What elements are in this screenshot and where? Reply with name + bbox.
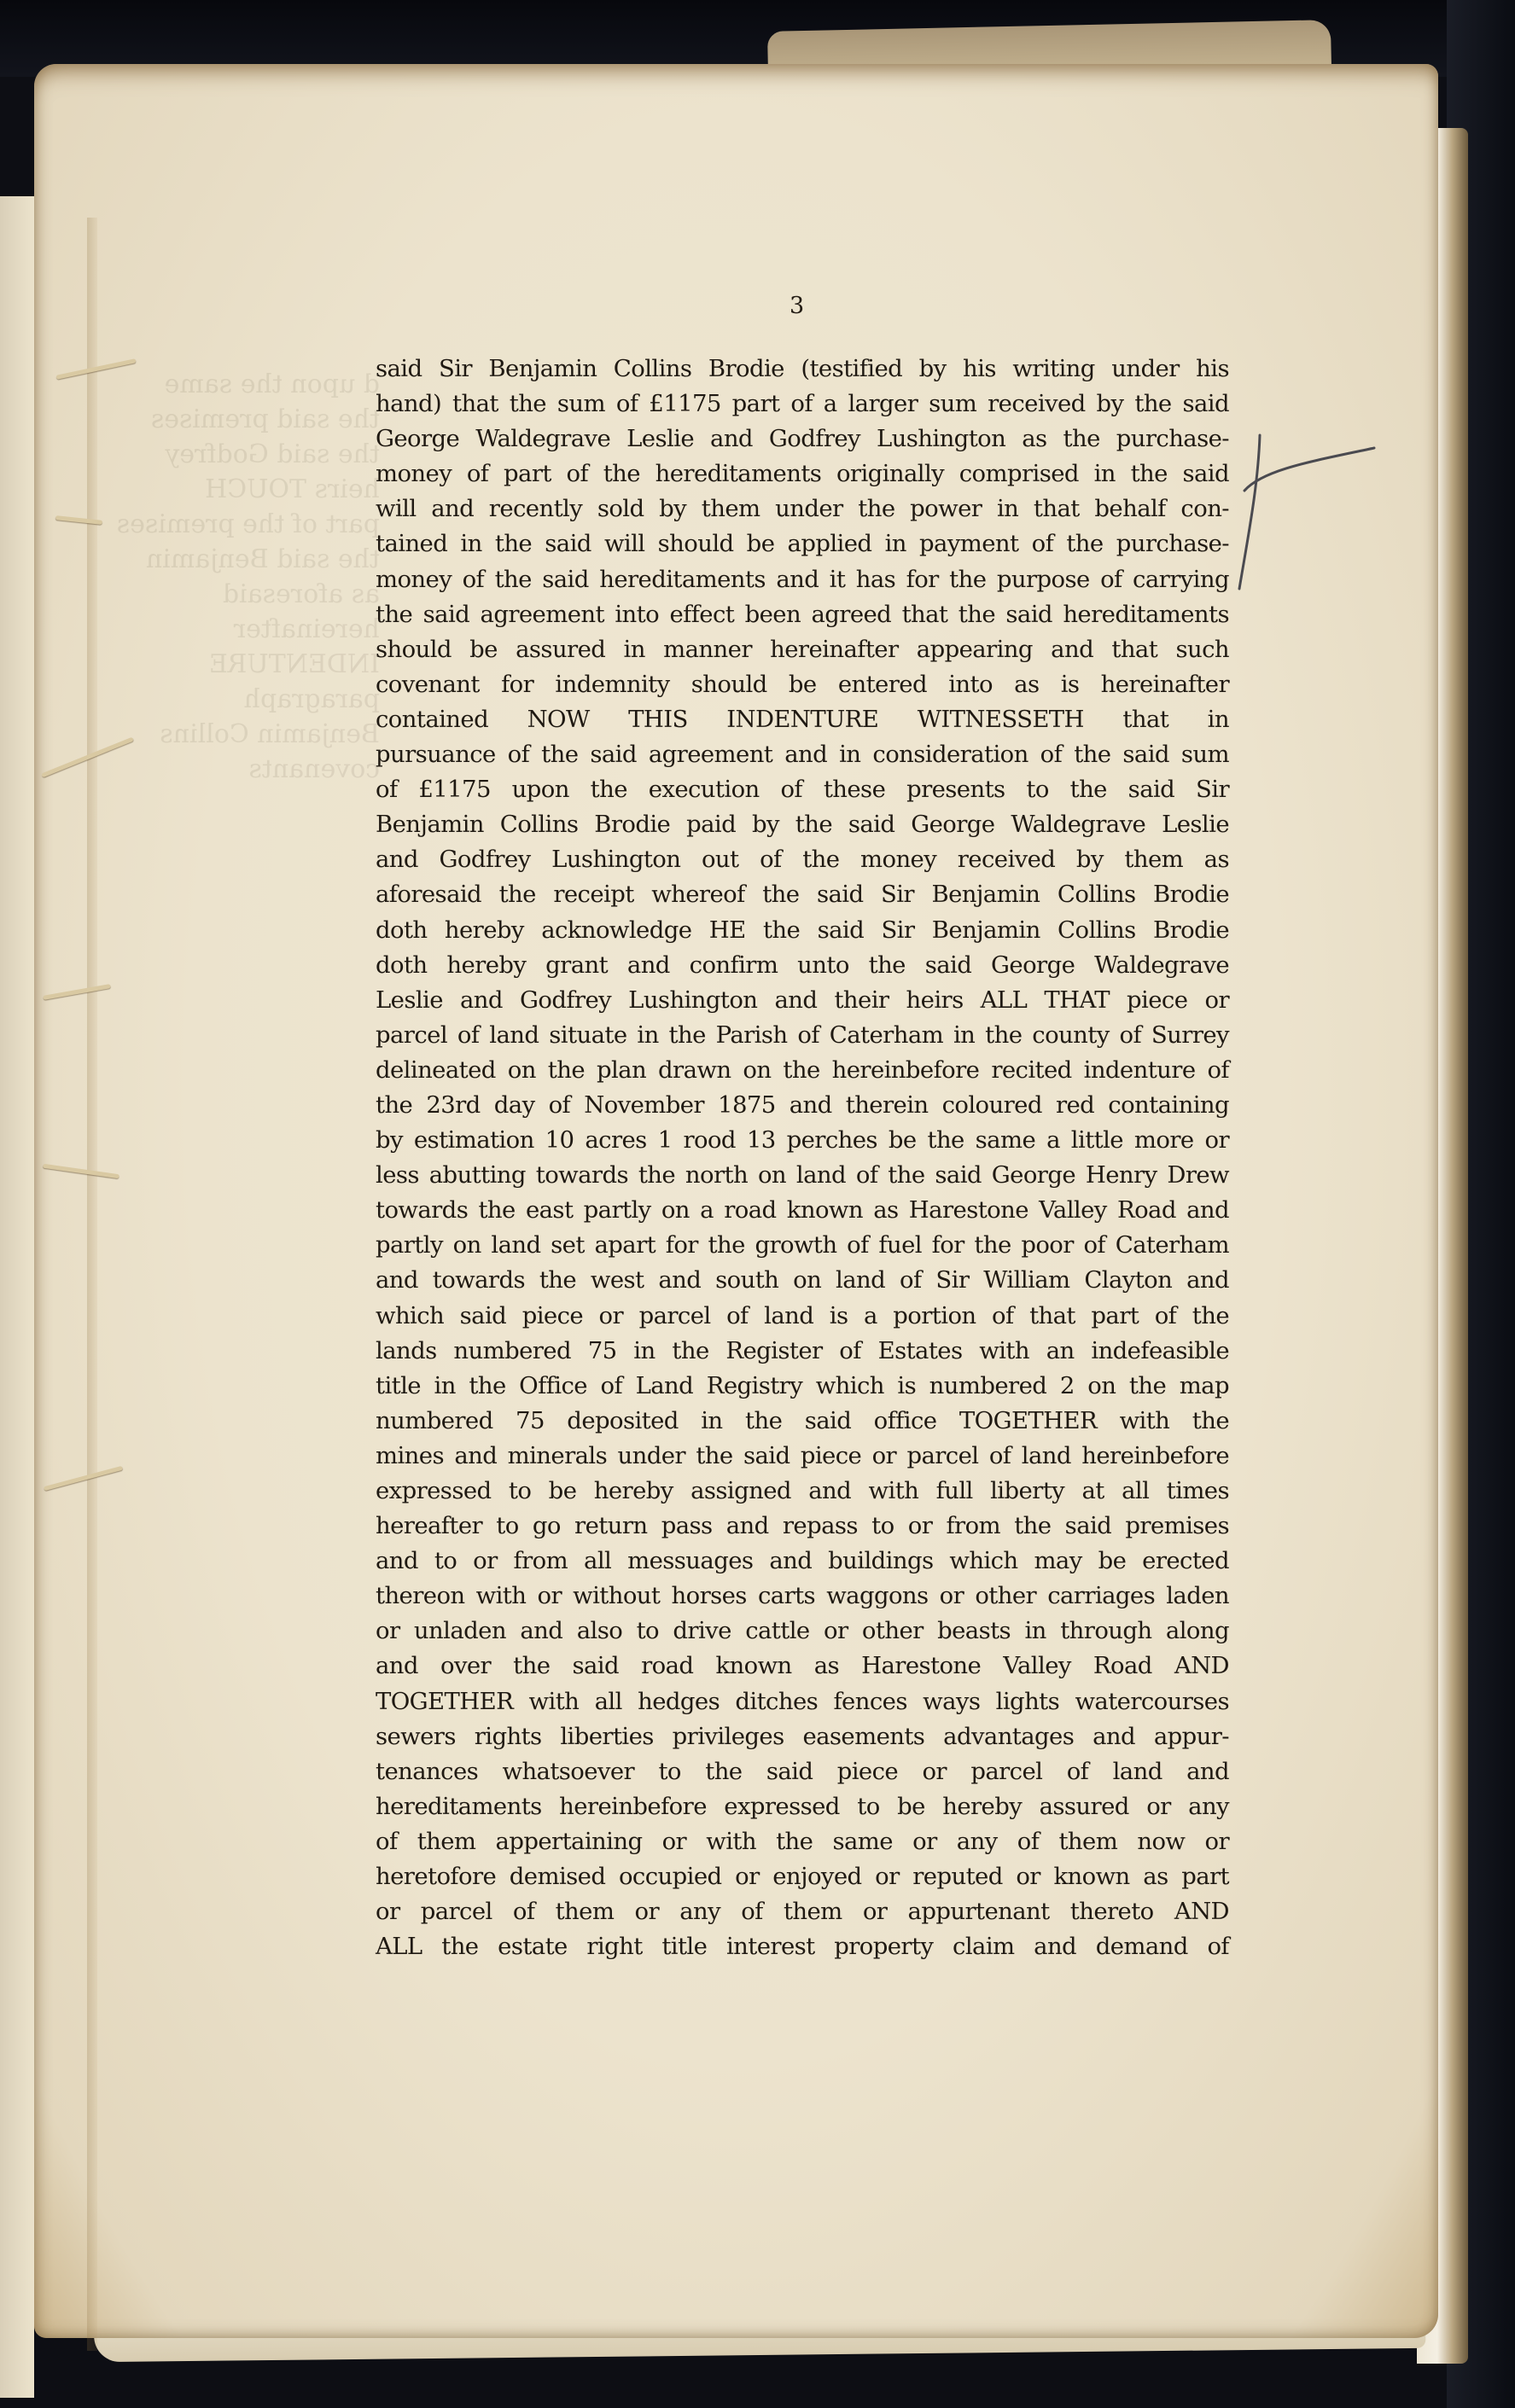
binding-gutter: [87, 218, 97, 2351]
text-line: and to or from all messuages and buildings which may be erected: [376, 1547, 1229, 1575]
text-line: tained in the said will should be applied in payment of the purchase-: [376, 530, 1229, 558]
text-line: should be assured in manner hereinafter appearing and that such: [376, 635, 1229, 663]
show-through-text: [116, 367, 380, 1988]
text-line: expressed to be hereby assigned and with full liberty at all times: [376, 1477, 1229, 1504]
text-line: George Waldegrave Leslie and Godfrey Lushington as the purchase-: [376, 425, 1229, 453]
show-through-line: paragraph: [243, 684, 380, 714]
text-line: and Godfrey Lushington out of the money received by them as: [376, 846, 1229, 874]
text-line: tenances whatsoever to the said piece or parcel of land and: [376, 1757, 1229, 1785]
text-line: of them appertaining or with the same or any of them now or: [376, 1827, 1229, 1855]
text-line: hand) that the sum of £1175 part of a larger sum received by the said: [376, 390, 1229, 418]
page-number: 3: [790, 293, 805, 319]
text-line: partly on land set apart for the growth of fuel for the poor of Caterham: [376, 1231, 1229, 1259]
text-line: hereafter to go return pass and repass to or from the said premises: [376, 1512, 1229, 1540]
show-through-line: the said premises: [150, 404, 380, 434]
text-line: pursuance of the said agreement and in consideration of the said sum: [376, 741, 1229, 769]
text-line: the said agreement into effect been agreed that the said hereditaments: [376, 600, 1229, 628]
text-line: sewers rights liberties privileges easements advantages and appur-: [376, 1722, 1229, 1750]
text-line: covenant for indemnity should be entered into as is hereinafter: [376, 670, 1229, 698]
text-line: parcel of land situate in the Parish of Caterham in the county of Surrey: [376, 1021, 1229, 1049]
text-line: the 23rd day of November 1875 and therein coloured red containing: [376, 1091, 1229, 1119]
text-line: ALL the estate right title interest property claim and demand of: [376, 1933, 1229, 1961]
text-line: doth hereby grant and confirm unto the said George Waldegrave: [376, 951, 1229, 979]
text-line: or unladen and also to drive cattle or other beasts in through along: [376, 1617, 1229, 1645]
show-through-line: Benjamin Collins: [160, 719, 380, 749]
text-line: will and recently sold by them under the power in that behalf con-: [376, 495, 1229, 523]
text-line: title in the Office of Land Registry which is numbered 2 on the map: [376, 1371, 1229, 1399]
text-line: aforesaid the receipt whereof the said Sir Benjamin Collins Brodie: [376, 881, 1229, 909]
text-line: said Sir Benjamin Collins Brodie (testified by his writing under his: [376, 355, 1229, 382]
text-line: Leslie and Godfrey Lushington and their heirs ALL THAT piece or: [376, 986, 1229, 1014]
show-through-line: as aforesaid: [222, 579, 380, 609]
text-line: numbered 75 deposited in the said office TOGETHER with the: [376, 1406, 1229, 1434]
previous-page-edge: [0, 196, 34, 2398]
text-line: which said piece or parcel of land is a portion of that part of the: [376, 1301, 1229, 1329]
show-through-line: hereinafter: [233, 614, 380, 644]
text-line: money of the said hereditaments and it has for the purpose of carrying: [376, 565, 1229, 593]
text-line: and towards the west and south on land of Sir William Clayton and: [376, 1266, 1229, 1294]
text-line: mines and minerals under the said piece or parcel of land hereinbefore: [376, 1441, 1229, 1469]
show-through-line: d upon the same: [164, 369, 380, 399]
text-line: and over the said road known as Harestone Valley Road AND: [376, 1652, 1229, 1680]
text-line: lands numbered 75 in the Register of Estates with an indefeasible: [376, 1336, 1229, 1364]
show-through-line: the said Godfrey: [165, 439, 380, 469]
pencil-cross-mark-icon: [1229, 384, 1383, 589]
text-line: or parcel of them or any of them or appurtenant thereto AND: [376, 1898, 1229, 1926]
show-through-line: the said Benjamin: [146, 544, 380, 574]
text-line: contained NOW THIS INDENTURE WITNESSETH that in: [376, 705, 1229, 733]
text-line: heretofore demised occupied or enjoyed or reputed or known as part: [376, 1863, 1229, 1891]
show-through-line: heirs TOUCH: [205, 474, 380, 504]
text-line: of £1175 upon the execution of these presents to the said Sir: [376, 776, 1229, 804]
text-line: by estimation 10 acres 1 rood 13 perches be the same a little more or: [376, 1126, 1229, 1155]
show-through-line: part of the premises: [116, 509, 380, 539]
text-line: towards the east partly on a road known as Harestone Valley Road and: [376, 1196, 1229, 1224]
text-line: doth hereby acknowledge HE the said Sir Benjamin Collins Brodie: [376, 916, 1229, 944]
text-line: delineated on the plan drawn on the hereinbefore recited indenture of: [376, 1056, 1229, 1084]
body-text: [376, 352, 1229, 1964]
text-line: less abutting towards the north on land of the said George Henry Drew: [376, 1161, 1229, 1189]
text-line: thereon with or without horses carts waggons or other carriages laden: [376, 1582, 1229, 1610]
text-line: Benjamin Collins Brodie paid by the said George Waldegrave Leslie: [376, 811, 1229, 839]
text-line: money of part of the hereditaments originally comprised in the said: [376, 460, 1229, 488]
text-line: hereditaments hereinbefore expressed to be hereby assured or any: [376, 1792, 1229, 1820]
text-line: TOGETHER with all hedges ditches fences ways lights watercourses: [376, 1687, 1229, 1715]
show-through-line: covenants: [248, 754, 380, 784]
show-through-line: INDENTURE: [208, 649, 380, 679]
